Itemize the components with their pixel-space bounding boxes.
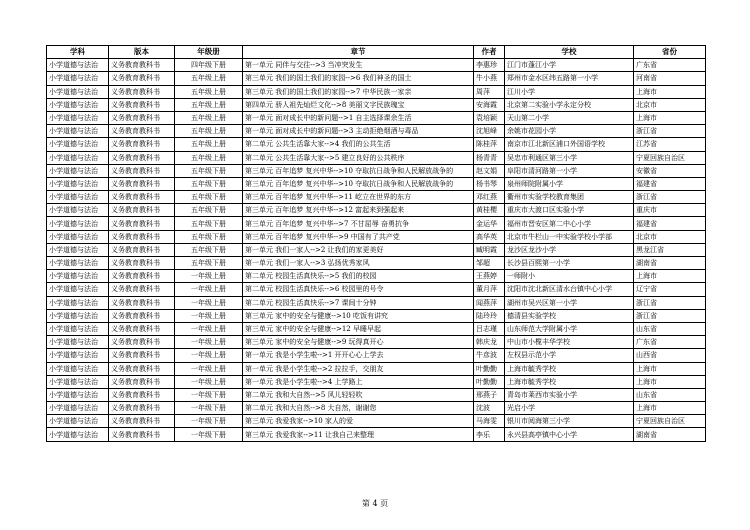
cell-subject: 小学道德与法治 [47, 296, 109, 309]
cell-subject: 小学道德与法治 [47, 309, 109, 322]
cell-edition: 义务教育教科书 [109, 322, 175, 335]
cell-edition: 义务教育教科书 [109, 388, 175, 401]
cell-author: 李惠珍 [474, 59, 505, 72]
cell-author: 袁培颖 [474, 111, 505, 124]
cell-chapter: 第三单元 百年追梦 复兴中华-->10 夺取抗日战争和人民解放战争的 [243, 177, 474, 190]
cell-chapter: 第二单元 公共生活靠大家-->4 我们的公共生活 [243, 138, 474, 151]
cell-school: 衢州市实验学校教育集团 [505, 191, 634, 204]
cell-school: 上海市毓秀学校 [505, 375, 634, 388]
table-row [47, 415, 706, 428]
cell-province: 山东省 [634, 322, 706, 335]
table-row [47, 428, 706, 441]
cell-province: 山东省 [634, 388, 706, 401]
cell-province: 重庆市 [634, 204, 706, 217]
cell-school: 泉州师院附属小学 [505, 177, 634, 190]
cell-grade-volume: 五年级下册 [175, 164, 243, 177]
cell-chapter: 第三单元 我爱我家-->11 让我自己来整理 [243, 428, 474, 441]
cell-author: 李乐 [474, 428, 505, 441]
cell-chapter: 第二单元 校园生活真快乐-->7 课间十分钟 [243, 296, 474, 309]
cell-province: 宁夏回族自治区 [634, 415, 706, 428]
cell-author: 邢燕子 [474, 388, 505, 401]
table-row [47, 362, 706, 375]
cell-province: 北京市 [634, 98, 706, 111]
cell-school: 永兴县高亭镇中心小学 [505, 428, 634, 441]
cell-chapter: 第二单元 我和大自然-->8 大自然，谢谢您 [243, 402, 474, 415]
cell-edition: 义务教育教科书 [109, 151, 175, 164]
cell-author: 闻燕萍 [474, 296, 505, 309]
cell-school: 天山第二小学 [505, 111, 634, 124]
cell-province: 上海市 [634, 362, 706, 375]
cell-grade-volume: 一年级上册 [175, 336, 243, 349]
cell-edition: 义务教育教科书 [109, 349, 175, 362]
cell-author: 安海霞 [474, 98, 505, 111]
cell-subject: 小学道德与法治 [47, 98, 109, 111]
records-sheet [46, 45, 705, 442]
cell-grade-volume: 五年级上册 [175, 85, 243, 98]
cell-subject: 小学道德与法治 [47, 322, 109, 335]
cell-edition: 义务教育教科书 [109, 217, 175, 230]
cell-edition: 义务教育教科书 [109, 138, 175, 151]
cell-edition: 义务教育教科书 [109, 243, 175, 256]
cell-subject: 小学道德与法治 [47, 85, 109, 98]
cell-edition: 义务教育教科书 [109, 72, 175, 85]
header-province: 省份 [634, 46, 706, 59]
cell-edition: 义务教育教科书 [109, 428, 175, 441]
cell-province: 广东省 [634, 336, 706, 349]
cell-subject: 小学道德与法治 [47, 138, 109, 151]
cell-author: 杨青青 [474, 151, 505, 164]
cell-grade-volume: 五年级上册 [175, 98, 243, 111]
cell-grade-volume: 一年级上册 [175, 362, 243, 375]
cell-grade-volume: 一年级上册 [175, 283, 243, 296]
cell-school: 中山市小榄丰华学校 [505, 336, 634, 349]
cell-subject: 小学道德与法治 [47, 336, 109, 349]
cell-province: 福建省 [634, 217, 706, 230]
cell-chapter: 第三单元 家中的安全与健康-->9 玩得真开心 [243, 336, 474, 349]
cell-school: 青岛市莱西市实验小学 [505, 388, 634, 401]
cell-author: 叶勤勤 [474, 362, 505, 375]
cell-school: 江川小学 [505, 85, 634, 98]
cell-chapter: 第三单元 我们的国土我们的家园-->7 中华民族一家亲 [243, 85, 474, 98]
cell-edition: 义务教育教科书 [109, 125, 175, 138]
cell-grade-volume: 一年级上册 [175, 375, 243, 388]
cell-edition: 义务教育教科书 [109, 164, 175, 177]
table-row [47, 270, 706, 283]
cell-grade-volume: 五年级上册 [175, 151, 243, 164]
table-row [47, 138, 706, 151]
cell-school: 龙沙区龙沙小学 [505, 243, 634, 256]
cell-grade-volume: 一年级上册 [175, 296, 243, 309]
cell-subject: 小学道德与法治 [47, 375, 109, 388]
cell-grade-volume: 四年级下册 [175, 59, 243, 72]
cell-school: 上海市毓秀学校 [505, 362, 634, 375]
table-body [47, 59, 706, 441]
cell-province: 上海市 [634, 402, 706, 415]
cell-author: 王燕婷 [474, 270, 505, 283]
cell-grade-volume: 五年级上册 [175, 125, 243, 138]
cell-province: 黑龙江省 [634, 243, 706, 256]
cell-subject: 小学道德与法治 [47, 204, 109, 217]
cell-grade-volume: 五年级下册 [175, 204, 243, 217]
table-row [47, 217, 706, 230]
cell-author: 周萍 [474, 85, 505, 98]
cell-school: 左权县示范小学 [505, 349, 634, 362]
cell-author: 陆玲玲 [474, 309, 505, 322]
cell-chapter: 第三单元 家中的安全与健康-->12 早睡早起 [243, 322, 474, 335]
cell-school: 长沙县百熙第一小学 [505, 257, 634, 270]
cell-province: 福建省 [634, 177, 706, 190]
cell-grade-volume: 五年级下册 [175, 230, 243, 243]
cell-province: 北京市 [634, 230, 706, 243]
cell-school: 银川市阅海第三小学 [505, 415, 634, 428]
cell-province: 河南省 [634, 72, 706, 85]
cell-chapter: 第二单元 校园生活真快乐-->5 我们的校园 [243, 270, 474, 283]
cell-edition: 义务教育教科书 [109, 283, 175, 296]
cell-chapter: 第二单元 我和大自然-->5 风儿轻轻吹 [243, 388, 474, 401]
cell-author: 邓红燕 [474, 191, 505, 204]
cell-chapter: 第三单元 百年追梦 复兴中华-->10 夺取抗日战争和人民解放战争的 [243, 164, 474, 177]
table-row [47, 151, 706, 164]
cell-grade-volume: 一年级上册 [175, 270, 243, 283]
cell-chapter: 第三单元 家中的安全与健康-->10 吃饭有讲究 [243, 309, 474, 322]
cell-edition: 义务教育教科书 [109, 85, 175, 98]
cell-subject: 小学道德与法治 [47, 164, 109, 177]
cell-chapter: 第二单元 校园生活真快乐-->6 校园里的号令 [243, 283, 474, 296]
cell-author: 臧明霞 [474, 243, 505, 256]
cell-author: 牛彦波 [474, 349, 505, 362]
cell-author: 赵文娟 [474, 164, 505, 177]
cell-school: 江门市蓬江小学 [505, 59, 634, 72]
records-table [46, 45, 706, 442]
cell-province: 上海市 [634, 111, 706, 124]
cell-author: 高华英 [474, 230, 505, 243]
cell-subject: 小学道德与法治 [47, 402, 109, 415]
cell-province: 湖南省 [634, 428, 706, 441]
table-row [47, 375, 706, 388]
cell-subject: 小学道德与法治 [47, 230, 109, 243]
cell-school: 山东师范大学附属小学 [505, 322, 634, 335]
cell-author: 牛小燕 [474, 72, 505, 85]
cell-grade-volume: 五年级上册 [175, 72, 243, 85]
cell-edition: 义务教育教科书 [109, 177, 175, 190]
cell-province: 浙江省 [634, 125, 706, 138]
cell-province: 江苏省 [634, 138, 706, 151]
cell-school: 吴忠市利通区第三小学 [505, 151, 634, 164]
table-row [47, 72, 706, 85]
cell-chapter: 第四单元 骄人祖先灿烂文化-->8 美丽文字民族瑰宝 [243, 98, 474, 111]
cell-chapter: 第三单元 百年追梦 复兴中华-->9 中国有了共产党 [243, 230, 474, 243]
cell-subject: 小学道德与法治 [47, 428, 109, 441]
cell-chapter: 第三单元 我爱我家-->10 家人的爱 [243, 415, 474, 428]
cell-subject: 小学道德与法治 [47, 257, 109, 270]
cell-edition: 义务教育教科书 [109, 204, 175, 217]
cell-grade-volume: 一年级下册 [175, 428, 243, 441]
cell-subject: 小学道德与法治 [47, 151, 109, 164]
table-row [47, 388, 706, 401]
cell-subject: 小学道德与法治 [47, 283, 109, 296]
cell-author: 沈波 [474, 402, 505, 415]
cell-grade-volume: 五年级下册 [175, 177, 243, 190]
cell-chapter: 第一单元 面对成长中的新问题-->3 主动拒绝烟酒与毒品 [243, 125, 474, 138]
cell-chapter: 第三单元 百年追梦 复兴中华-->7 不甘屈辱 奋勇抗争 [243, 217, 474, 230]
cell-grade-volume: 一年级下册 [175, 388, 243, 401]
cell-chapter: 第一单元 我是小学生啦-->1 开开心心上学去 [243, 349, 474, 362]
cell-edition: 义务教育教科书 [109, 257, 175, 270]
cell-author: 吕志瑾 [474, 322, 505, 335]
cell-subject: 小学道德与法治 [47, 72, 109, 85]
table-row [47, 98, 706, 111]
cell-subject: 小学道德与法治 [47, 217, 109, 230]
cell-grade-volume: 一年级上册 [175, 349, 243, 362]
cell-chapter: 第一单元 同伴与交往-->3 当冲突发生 [243, 59, 474, 72]
cell-province: 浙江省 [634, 296, 706, 309]
cell-edition: 义务教育教科书 [109, 415, 175, 428]
cell-edition: 义务教育教科书 [109, 362, 175, 375]
cell-chapter: 第一单元 我们一家人-->2 让我们的家更美好 [243, 243, 474, 256]
cell-edition: 义务教育教科书 [109, 336, 175, 349]
cell-author: 金运华 [474, 217, 505, 230]
cell-school: 沈阳市沈北新区清水台镇中心小学 [505, 283, 634, 296]
cell-grade-volume: 一年级上册 [175, 322, 243, 335]
cell-province: 辽宁省 [634, 283, 706, 296]
cell-subject: 小学道德与法治 [47, 111, 109, 124]
table-row [47, 296, 706, 309]
page-number: 第 4 页 [361, 499, 389, 508]
cell-grade-volume: 一年级下册 [175, 415, 243, 428]
cell-edition: 义务教育教科书 [109, 309, 175, 322]
cell-school: 余姚市花园小学 [505, 125, 634, 138]
cell-author: 董月萍 [474, 283, 505, 296]
table-row [47, 230, 706, 243]
cell-province: 广东省 [634, 59, 706, 72]
cell-edition: 义务教育教科书 [109, 230, 175, 243]
cell-school: 光启小学 [505, 402, 634, 415]
table-row [47, 402, 706, 415]
table-row [47, 59, 706, 72]
cell-grade-volume: 一年级下册 [175, 402, 243, 415]
header-chapter: 章节 [243, 46, 474, 59]
table-row [47, 283, 706, 296]
table-row [47, 336, 706, 349]
cell-subject: 小学道德与法治 [47, 349, 109, 362]
table-row [47, 85, 706, 98]
cell-province: 上海市 [634, 270, 706, 283]
cell-author: 邹超 [474, 257, 505, 270]
cell-school: 湖州市吴兴区第一小学 [505, 296, 634, 309]
cell-edition: 义务教育教科书 [109, 59, 175, 72]
cell-grade-volume: 五年级下册 [175, 257, 243, 270]
header-grade-volume: 年级册 [175, 46, 243, 59]
header-subject: 学科 [47, 46, 109, 59]
cell-author: 叶勤勤 [474, 375, 505, 388]
cell-subject: 小学道德与法治 [47, 415, 109, 428]
cell-province: 湖南省 [634, 257, 706, 270]
cell-edition: 义务教育教科书 [109, 191, 175, 204]
cell-school: 郑州市金水区纬五路第一小学 [505, 72, 634, 85]
cell-school: 福州市晋安区第二中心小学 [505, 217, 634, 230]
cell-edition: 义务教育教科书 [109, 402, 175, 415]
cell-subject: 小学道德与法治 [47, 243, 109, 256]
cell-subject: 小学道德与法治 [47, 388, 109, 401]
table-row [47, 111, 706, 124]
cell-chapter: 第三单元 百年追梦 复兴中华-->11 屹立在世界的东方 [243, 191, 474, 204]
cell-province: 上海市 [634, 375, 706, 388]
table-row [47, 164, 706, 177]
cell-edition: 义务教育教科书 [109, 111, 175, 124]
cell-school: 北京第二实验小学永定分校 [505, 98, 634, 111]
cell-chapter: 第三单元 百年追梦 复兴中华-->12 富起来到强起来 [243, 204, 474, 217]
cell-school: 阜阳市清河路第一小学 [505, 164, 634, 177]
cell-school: 南京市江北新区浦口外国语学校 [505, 138, 634, 151]
cell-chapter: 第一单元 我是小学生啦-->2 拉拉手，交朋友 [243, 362, 474, 375]
table-row [47, 243, 706, 256]
header-school: 学校 [505, 46, 634, 59]
cell-subject: 小学道德与法治 [47, 59, 109, 72]
cell-province: 浙江省 [634, 309, 706, 322]
header-row [47, 46, 706, 59]
cell-chapter: 第一单元 面对成长中的新问题-->1 自主选择课余生活 [243, 111, 474, 124]
cell-grade-volume: 五年级下册 [175, 191, 243, 204]
cell-school: 德清县实验学校 [505, 309, 634, 322]
cell-author: 韩庆龙 [474, 336, 505, 349]
table-row [47, 125, 706, 138]
cell-author: 黄桂樱 [474, 204, 505, 217]
cell-grade-volume: 一年级上册 [175, 309, 243, 322]
cell-grade-volume: 五年级下册 [175, 243, 243, 256]
cell-school: 重庆市大渡口区实验小学 [505, 204, 634, 217]
cell-author: 杨书琴 [474, 177, 505, 190]
cell-province: 上海市 [634, 85, 706, 98]
table-row [47, 309, 706, 322]
header-author: 作者 [474, 46, 505, 59]
cell-subject: 小学道德与法治 [47, 125, 109, 138]
cell-subject: 小学道德与法治 [47, 191, 109, 204]
table-row [47, 204, 706, 217]
cell-province: 宁夏回族自治区 [634, 151, 706, 164]
cell-edition: 义务教育教科书 [109, 375, 175, 388]
cell-author: 沈旭峰 [474, 125, 505, 138]
cell-subject: 小学道德与法治 [47, 362, 109, 375]
cell-chapter: 第一单元 我们一家人-->3 弘扬优秀家风 [243, 257, 474, 270]
cell-author: 马海雯 [474, 415, 505, 428]
cell-grade-volume: 五年级下册 [175, 217, 243, 230]
cell-edition: 义务教育教科书 [109, 270, 175, 283]
cell-chapter: 第三单元 我们的国土我们的家园-->6 我们神圣的国土 [243, 72, 474, 85]
cell-author: 陈桂萍 [474, 138, 505, 151]
cell-subject: 小学道德与法治 [47, 177, 109, 190]
cell-edition: 义务教育教科书 [109, 98, 175, 111]
cell-grade-volume: 五年级上册 [175, 138, 243, 151]
table-row [47, 177, 706, 190]
cell-province: 安徽省 [634, 164, 706, 177]
cell-chapter: 第一单元 我是小学生啦-->4 上学路上 [243, 375, 474, 388]
cell-province: 山西省 [634, 349, 706, 362]
cell-edition: 义务教育教科书 [109, 296, 175, 309]
cell-grade-volume: 五年级上册 [175, 111, 243, 124]
table-row [47, 349, 706, 362]
cell-school: 北京市牛栏山一中实验学校小学部 [505, 230, 634, 243]
table-row [47, 257, 706, 270]
table-row [47, 191, 706, 204]
cell-province: 浙江省 [634, 191, 706, 204]
cell-school: 一师附小 [505, 270, 634, 283]
cell-subject: 小学道德与法治 [47, 270, 109, 283]
header-edition: 版本 [109, 46, 175, 59]
cell-chapter: 第二单元 公共生活靠大家-->5 建立良好的公共秩序 [243, 151, 474, 164]
table-row [47, 322, 706, 335]
